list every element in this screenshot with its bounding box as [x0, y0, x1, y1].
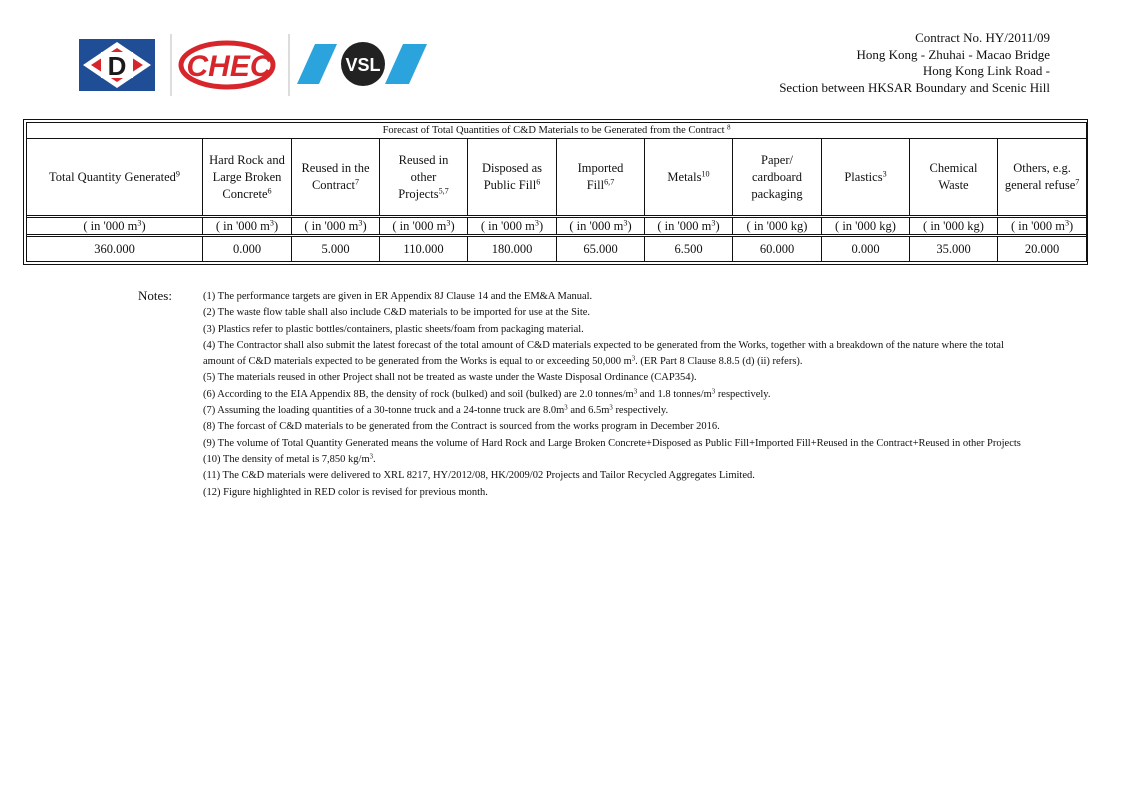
note-text: (4) The Contractor shall also submit the latest forecast of the total amount of C&D materials expected to be generated from the Works, together with a breakdown of the nature where the total: [203, 339, 1004, 351]
note-text: (7) Assuming the loading quantities of a 30-tonne truck and a 24-tonne truck are 8.0m: [203, 405, 565, 417]
footnote-ref: 6: [267, 186, 272, 196]
column-header-line: Paper/: [761, 152, 793, 167]
note-text: .: [373, 453, 376, 465]
note-text: (9) The volume of Total Quantity Generated means the volume of Hard Rock and Large Broken Concrete+Disposed as Public Fill+Imported Fill+Reused in the Contract+Reused in other Projects: [203, 437, 1021, 449]
note-text: amount of C&D materials expected to be generated from the Works is equal to or exceeding 50,000 m: [203, 356, 632, 368]
unit-cell: [27, 218, 203, 235]
d-logo: [79, 39, 155, 91]
column-header-line: Imported: [577, 161, 624, 175]
unit-cell: [380, 218, 468, 235]
value-cell: 0.000: [822, 237, 910, 262]
unit-text: ( in '000 m: [480, 219, 535, 233]
column-header: [645, 139, 733, 216]
unit-text: ( in '000 m: [657, 219, 712, 233]
unit-text: ( in '000 m: [569, 219, 624, 233]
d-logo-text: D: [107, 51, 127, 81]
footnote-ref: 6,7: [604, 177, 615, 187]
column-header: [910, 139, 998, 216]
footnote-ref: 5,7: [438, 186, 449, 196]
unit-cell: [733, 218, 822, 235]
note-item: [203, 468, 1093, 484]
unit-exponent: 3: [1064, 218, 1070, 228]
value-cell: 65.000: [557, 237, 645, 262]
column-header-line: Concrete: [222, 186, 268, 201]
unit-cell: [557, 218, 645, 235]
unit-close: ): [141, 219, 146, 233]
note-item: [203, 305, 1093, 321]
column-header-line: Disposed as: [481, 161, 543, 175]
unit-exponent: 3: [623, 218, 628, 228]
contract-number: Contract No. HY/2011/09: [915, 30, 1050, 45]
note-text: respectively.: [612, 405, 669, 417]
column-header-line: Total Quantity Generated: [49, 169, 176, 184]
note-text: . (ER Part 8 Clause 8.8.5 (d) (ii) refers).: [635, 356, 803, 368]
unit-close: ): [627, 219, 632, 233]
unit-close: ): [450, 219, 455, 233]
column-header-line: Plastics: [844, 169, 883, 184]
note-text: and 6.5m: [567, 405, 610, 417]
column-header-line: Reused in the: [301, 161, 370, 175]
note-item: [203, 419, 1093, 435]
footnote-ref: 10: [701, 169, 710, 179]
vsl-logo-text: VSL: [345, 55, 381, 75]
unit-exponent: 3: [534, 218, 539, 228]
value-cell: 60.000: [733, 237, 822, 262]
note-item: [203, 403, 1093, 419]
unit-close: ): [538, 219, 544, 233]
note-superscript: 3: [633, 388, 638, 396]
note-item: [203, 436, 1093, 452]
vsl-logo: [297, 42, 427, 86]
project-section: Hong Kong Link Road -: [922, 63, 1050, 78]
column-header: [822, 139, 910, 216]
chec-logo-text: CHEC: [186, 50, 272, 83]
unit-exponent: 3: [137, 218, 142, 228]
note-text: (6) According to the EIA Appendix 8B, the density of rock (bulked) and soil (bulked) are 2.0 tonnes/m: [203, 388, 634, 400]
note-item: [203, 485, 1093, 501]
unit-text: ( in '000 m: [1010, 219, 1065, 233]
note-superscript: 3: [711, 388, 716, 396]
unit-close: ): [273, 219, 279, 233]
column-header-line: Others, e.g.: [1013, 161, 1071, 175]
value-cell: 110.000: [380, 237, 468, 262]
unit-cell: [910, 218, 998, 235]
note-text: (1) The performance targets are given in ER Appendix 8J Clause 14 and the EM&A Manual.: [203, 291, 593, 302]
value-cell: 5.000: [292, 237, 380, 262]
note-superscript: 3: [631, 355, 636, 363]
unit-cell: [203, 218, 292, 235]
column-header: [292, 139, 380, 216]
unit-text: ( in '000 m: [304, 219, 359, 233]
chec-logo: [181, 43, 273, 87]
project-name: Hong Kong - Zhuhai - Macao Bridge: [856, 46, 1050, 62]
note-text: (3) Plastics refer to plastic bottles/containers, plastic sheets/foam from packaging material.: [203, 323, 584, 335]
unit-cell: [822, 218, 910, 235]
column-header-line: general refuse: [1004, 178, 1076, 192]
footnote-ref: 3: [882, 169, 887, 179]
unit-text: ( in '000 kg): [746, 219, 808, 233]
company-logos: [79, 34, 439, 96]
column-header-line: packaging: [751, 186, 803, 201]
note-superscript: 3: [564, 404, 568, 412]
note-item: [203, 452, 1093, 468]
value-cell: 6.500: [645, 237, 733, 262]
note-item: [203, 354, 1093, 370]
note-superscript: 3: [369, 453, 374, 461]
column-header-line: Metals: [667, 169, 702, 184]
note-text: (2) The waste flow table shall also include C&D materials to be imported for use at the Site.: [203, 307, 591, 319]
column-header-line: Chemical: [929, 161, 978, 175]
unit-cell: [645, 218, 733, 235]
column-header: [733, 139, 822, 216]
unit-cell: [998, 218, 1087, 235]
cd-materials-table-frame: [23, 119, 1088, 265]
column-header-line: Reused in: [398, 152, 449, 167]
note-item: [203, 289, 1093, 305]
unit-text: ( in '000 m: [392, 219, 447, 233]
value-cell: 180.000: [468, 237, 557, 262]
footnote-ref: 9: [175, 169, 180, 179]
unit-close: ): [1069, 219, 1074, 233]
notes-list: [203, 289, 1093, 501]
column-header-line: Projects: [398, 186, 439, 201]
note-text: (5) The materials reused in other Project shall not be treated as waste under the Waste Disposal Ordinance (CAP354).: [203, 372, 697, 384]
column-header: [27, 139, 203, 216]
note-item: [203, 322, 1093, 338]
unit-text: ( in '000 kg): [835, 219, 896, 233]
note-text: (12) Figure highlighted in RED color is revised for previous month.: [203, 486, 488, 498]
cd-materials-table: [26, 122, 1087, 262]
column-header: [557, 139, 645, 216]
footnote-ref: 6: [536, 177, 541, 187]
unit-exponent: 3: [711, 218, 716, 228]
column-header-line: Waste: [938, 178, 969, 192]
column-header-line: cardboard: [752, 169, 802, 184]
notes-label: Notes:: [138, 288, 172, 303]
column-header-line: Contract: [311, 178, 355, 192]
value-cell: 35.000: [910, 237, 998, 262]
note-text: (11) The C&D materials were delivered to XRL 8217, HY/2012/08, HK/2009/02 Projects and Tailor Recycled Aggregates Limited.: [203, 470, 755, 482]
column-header: [203, 139, 292, 216]
column-header-line: other: [410, 169, 437, 184]
column-header-line: Fill: [586, 178, 605, 192]
column-header: [380, 139, 468, 216]
unit-cell: [468, 218, 557, 235]
column-header: [998, 139, 1087, 216]
value-cell: 360.000: [27, 237, 203, 262]
column-header-line: Large Broken: [212, 169, 282, 184]
column-header-line: Hard Rock and: [209, 152, 285, 167]
note-text: respectively.: [715, 388, 771, 400]
unit-cell: [292, 218, 380, 235]
column-header-line: Public Fill: [483, 178, 537, 192]
note-superscript: 3: [609, 404, 613, 412]
unit-close: ): [362, 219, 367, 233]
footnote-ref: 7: [354, 177, 360, 187]
note-text: (10) The density of metal is 7,850 kg/m: [203, 453, 370, 465]
contract-info: [779, 30, 1050, 96]
note-text: and 1.8 tonnes/m: [637, 388, 712, 400]
unit-close: ): [715, 219, 720, 233]
value-cell: 0.000: [203, 237, 292, 262]
unit-exponent: 3: [269, 218, 274, 228]
project-subsection: Section between HKSAR Boundary and Scenic Hill: [779, 79, 1050, 95]
table-title: Forecast of Total Quantities of C&D Materials to be Generated from the Contract $^8$: [27, 123, 1087, 139]
note-text: (8) The forcast of C&D materials to be generated from the Contract is sourced from the works program in December 2016.: [203, 421, 720, 433]
footnote-ref: 7: [1075, 177, 1080, 187]
unit-exponent: 3: [446, 218, 451, 228]
unit-text: ( in '000 kg): [923, 219, 984, 233]
column-header: [468, 139, 557, 216]
unit-text: ( in '000 m: [215, 219, 270, 233]
unit-exponent: 3: [358, 218, 363, 228]
value-cell: 20.000: [998, 237, 1087, 262]
note-item: [203, 370, 1093, 386]
note-item: [203, 338, 1093, 354]
note-item: [203, 387, 1093, 403]
unit-text: ( in '000 m: [83, 219, 138, 233]
